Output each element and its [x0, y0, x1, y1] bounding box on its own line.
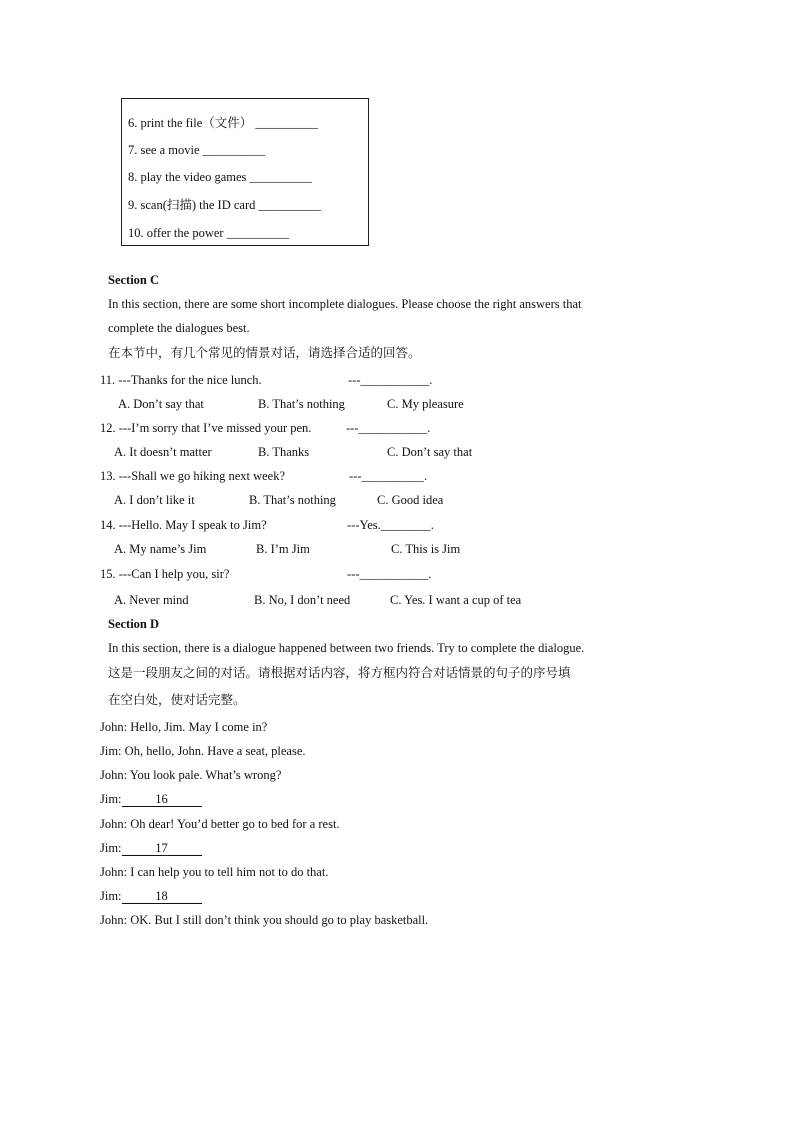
option-12-b: B. Thanks	[258, 445, 310, 459]
box-item: 6. print the file（文件） __________	[128, 116, 318, 130]
section-c-instruction: In this section, there are some short incomplete dialogues. Please choose the right answers that	[108, 297, 582, 311]
option-14-a: A. My name’s Jim	[114, 542, 207, 556]
dialogue-line: John: You look pale. What’s wrong?	[100, 768, 282, 782]
section-d-title: Section D	[108, 617, 160, 631]
question-15: 15. ---Can I help you, sir?	[100, 567, 230, 581]
option-13-c: C. Good idea	[377, 493, 444, 507]
question-11: 11. ---Thanks for the nice lunch.	[100, 373, 262, 387]
box-item: 9. scan(扫描) the ID card __________	[128, 198, 322, 212]
response-15: ---___________.	[347, 567, 432, 581]
section-c-instruction-cont: complete the dialogues best.	[108, 321, 250, 335]
section-d-cn-instruction-cont: 在空白处，使对话完整。	[108, 692, 246, 707]
question-14: 14. ---Hello. May I speak to Jim?	[100, 518, 267, 532]
option-14-b: B. I’m Jim	[256, 542, 310, 556]
answer-blank-17[interactable]: 17	[122, 841, 202, 856]
answer-blank-18[interactable]: 18	[122, 889, 202, 904]
section-d-instruction: In this section, there is a dialogue happened between two friends. Try to complete the dialogue.	[108, 641, 585, 655]
dialogue-line: John: Oh dear! You’d better go to bed for a rest.	[100, 817, 340, 831]
option-15-c: C. Yes. I want a cup of tea	[390, 593, 522, 607]
response-11: ---___________.	[348, 373, 433, 387]
dialogue-line: Jim: 17	[100, 840, 202, 856]
dialogue-line: John: I can help you to tell him not to do that.	[100, 865, 329, 879]
option-11-b: B. That’s nothing	[258, 397, 345, 411]
question-12: 12. ---I’m sorry that I’ve missed your pen.	[100, 421, 312, 435]
response-14: ---Yes.________.	[347, 518, 434, 532]
box-item: 10. offer the power __________	[128, 226, 290, 240]
option-14-c: C. This is Jim	[391, 542, 461, 556]
response-12: ---___________.	[346, 421, 431, 435]
section-c-cn-instruction: 在本节中，有几个常见的情景对话，请选择合适的回答。	[108, 345, 421, 360]
dialogue-line: Jim: 16	[100, 791, 202, 807]
section-d-cn-instruction: 这是一段朋友之间的对话。请根据对话内容，将方框内符合对话情景的句子的序号填	[108, 665, 571, 680]
option-15-b: B. No, I don’t need	[254, 593, 351, 607]
option-15-a: A. Never mind	[114, 593, 189, 607]
answer-blank-16[interactable]: 16	[122, 792, 202, 807]
box-item: 7. see a movie __________	[128, 143, 266, 157]
box-item: 8. play the video games __________	[128, 170, 312, 184]
dialogue-line: Jim: Oh, hello, John. Have a seat, please.	[100, 744, 306, 758]
option-13-b: B. That’s nothing	[249, 493, 336, 507]
option-13-a: A. I don’t like it	[114, 493, 195, 507]
section-c-title: Section C	[108, 273, 160, 287]
option-12-c: C. Don’t say that	[387, 445, 473, 459]
option-11-c: C. My pleasure	[387, 397, 464, 411]
dialogue-line: John: Hello, Jim. May I come in?	[100, 720, 268, 734]
question-13: 13. ---Shall we go hiking next week?	[100, 469, 286, 483]
option-12-a: A. It doesn’t matter	[114, 445, 212, 459]
dialogue-line: Jim: 18	[100, 888, 202, 904]
option-11-a: A. Don’t say that	[118, 397, 204, 411]
dialogue-line: John: OK. But I still don’t think you should go to play basketball.	[100, 913, 429, 927]
response-13: ---__________.	[349, 469, 428, 483]
